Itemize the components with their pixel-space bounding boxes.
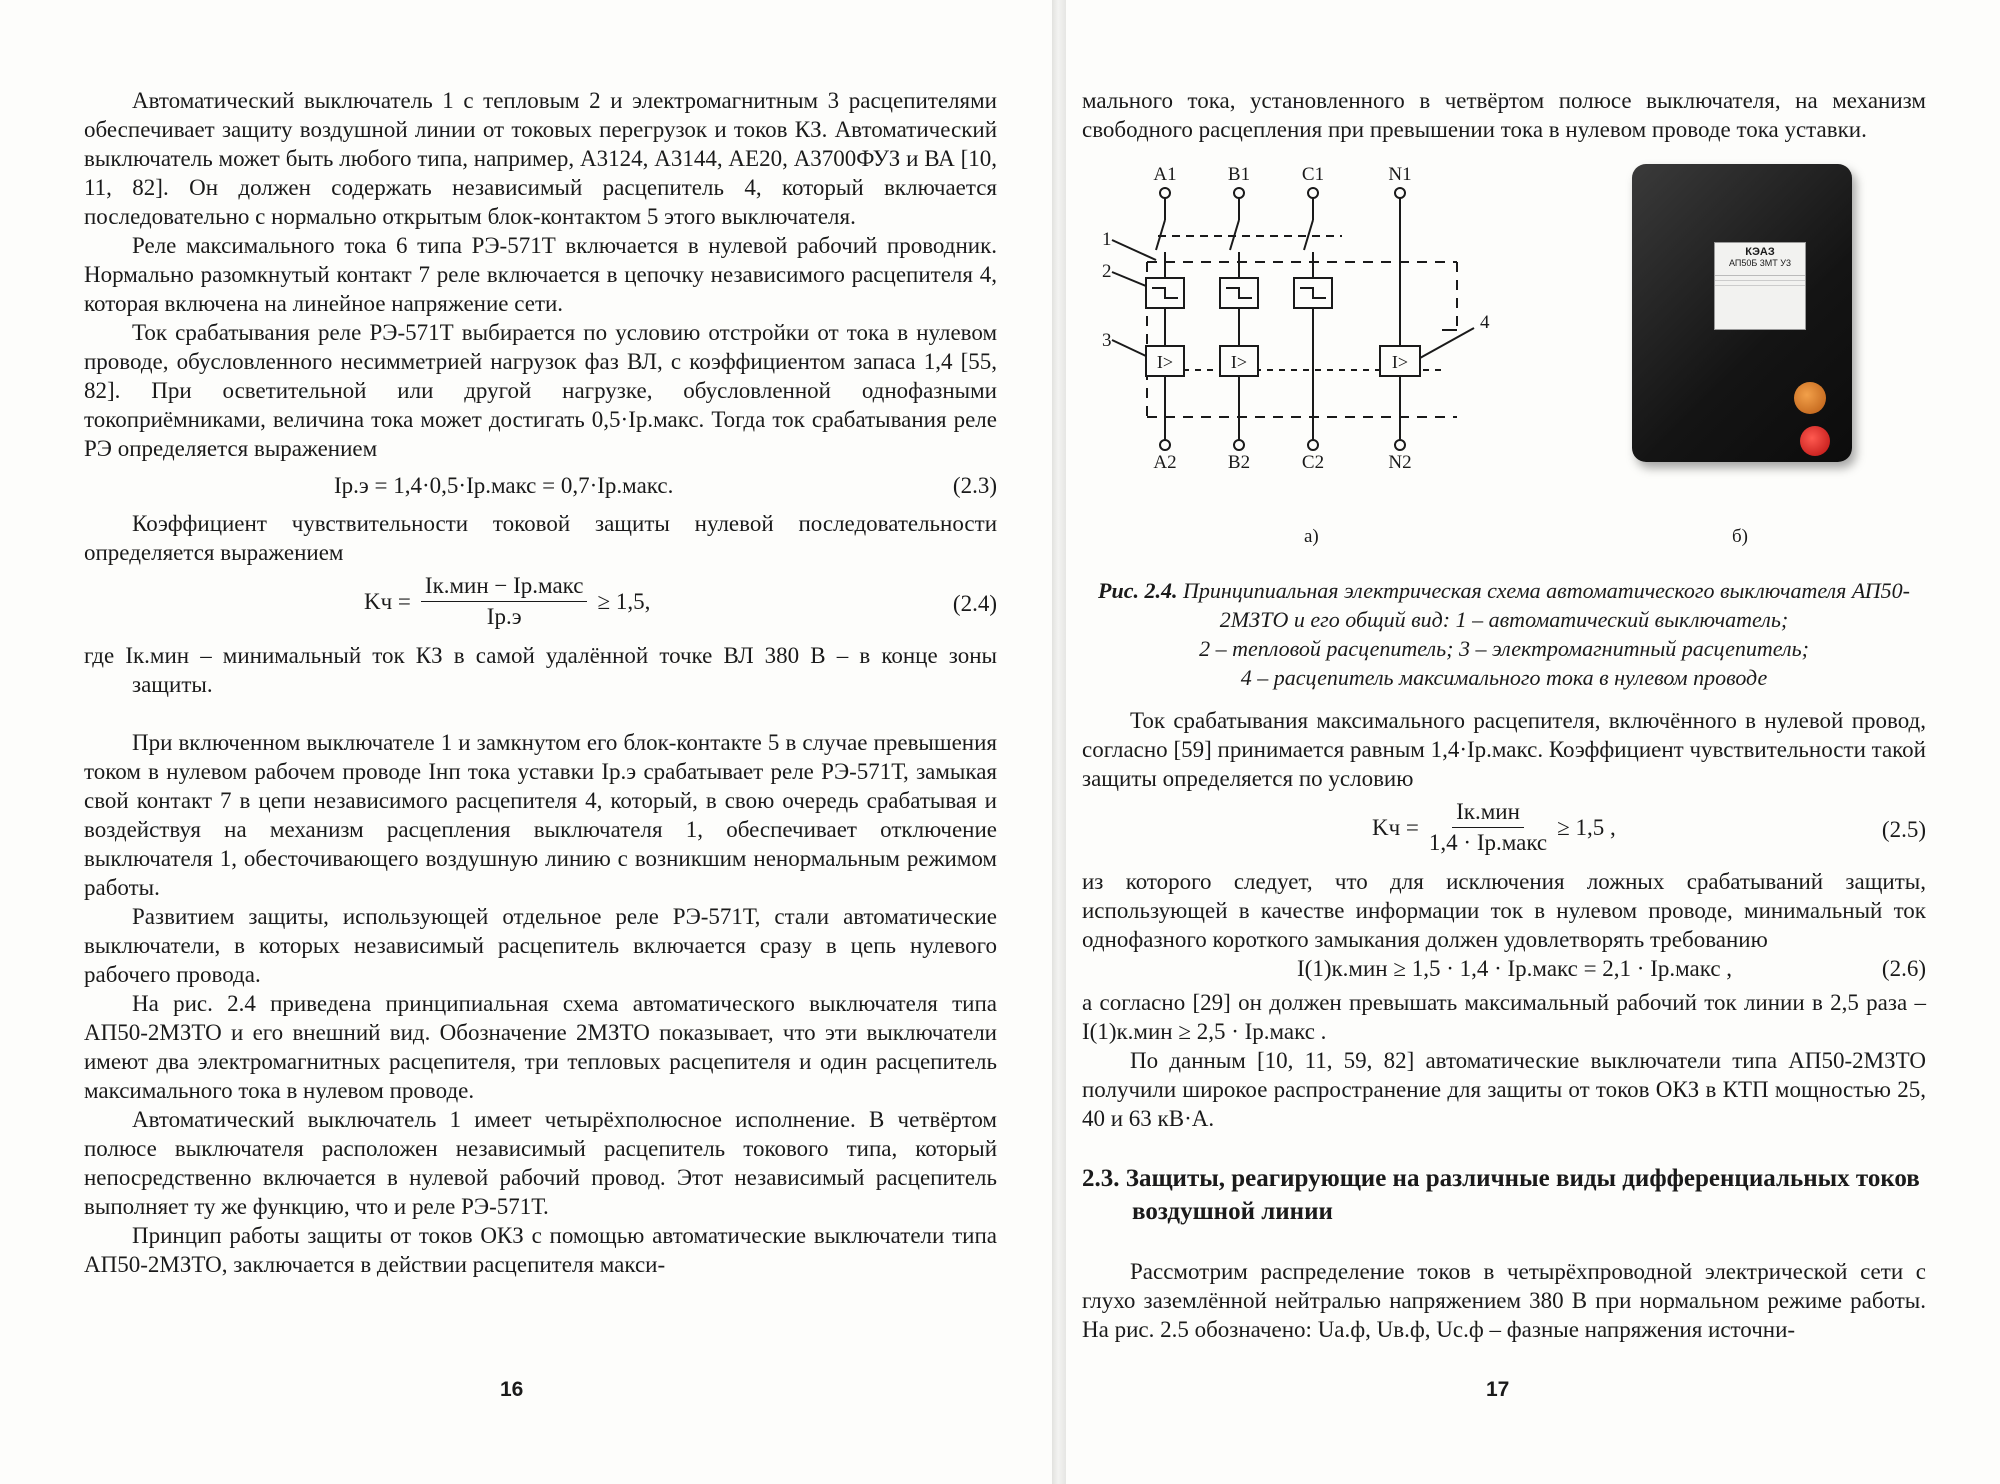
fraction-numerator: Iк.мин − Iр.макс [421,573,588,602]
paragraph: Рассмотрим распределение токов в четырёхпроводной электрической сети с глухо заземлённой нейтралью напряжением 380 В при нормальном режиме работы. На рис. 2.5 обозначено: Uа.ф, Uв.ф, Uс.ф – фазные напряжения источни- [1082,1259,1926,1342]
subfigure-label: б) [1732,526,1748,547]
caption-text: Принципиальная электрическая схема автоматического выключателя АП50-2МЗТО и его общий вид: 1 – автоматический выключатель; [1182,578,1910,632]
red-button [1800,426,1830,456]
relay-symbol: I> [1156,352,1174,372]
orange-button [1794,382,1826,414]
paragraph: По данным [10, 11, 59, 82] автоматические выключатели типа АП50-2МЗТО получили широкое распространение для защиты от токов ОКЗ в КТП мощностью 25, 40 и 63 кВ·А. [1082,1048,1926,1131]
figure-2-4 [1082,150,1926,574]
callout-label: 4 [1480,312,1490,333]
equation-rhs: ≥ 1,5, [597,588,651,614]
book-gutter [1052,0,1066,1484]
paragraph: где Iк.мин – минимальный ток КЗ в самой удалённой точке ВЛ 380 В – в конце зоны защиты. [84,643,997,697]
terminal-label: N1 [1388,164,1412,185]
equation-lhs: Kч = [364,588,411,614]
page-number: 17 [1486,1378,1510,1401]
callout-label: 1 [1102,229,1112,250]
equation-number: (2.6) [1881,956,1926,981]
paragraph: Автоматический выключатель 1 имеет четырёхполюсное исполнение. В четвёртом полюсе выключателя расположен независимый расцепитель токового типа, который непосредственно включается в нулевой рабочий провод. Этот независимый расцепитель выполняет ту же функцию, что и реле РЭ-571Т. [84,1107,997,1219]
paragraph: Принцип работы защиты от токов ОКЗ с помощью автоматические выключатели типа АП50-2МЗТО, заключается в действии расцепителя макси- [84,1223,997,1277]
fraction-denominator: 1,4 · Iр.макс [1428,830,1548,855]
fraction-denominator: Iр.э [486,604,522,629]
terminal-label: A1 [1153,164,1177,185]
paragraph: мального тока, установленного в четвёртом полюсе выключателя, на механизм свободного расцепления при превышении тока в нулевом проводе тока уставки. [1082,88,1926,142]
equation-2-5 [1082,793,1926,867]
paragraph: Коэффициент чувствительности токовой защиты нулевой последовательности определяется выражением [84,511,997,565]
fraction-numerator: Iк.мин [1452,799,1524,828]
caption-number: Рис. 2.4. [1098,578,1178,603]
equation-2-6 [1082,954,1926,988]
subfigure-label: а) [1304,526,1319,547]
relay-symbol: I> [1391,352,1409,372]
page-number: 16 [500,1378,524,1401]
callout-label: 3 [1102,330,1112,351]
paragraph: Развитием защиты, использующей отдельное реле РЭ-571Т, стали автоматические выключатели, в которых независимый расцепитель включается сразу в цепь нулевого рабочего провода. [84,904,997,987]
terminal-label: A2 [1153,452,1177,473]
equation-number: (2.4) [952,591,997,616]
equation-fraction [1429,799,1547,856]
equation-number: (2.3) [952,473,997,498]
paragraph: Реле максимального тока 6 типа РЭ-571Т включается в нулевой рабочий проводник. Нормально разомкнутый контакт 7 реле включается в цепочку независимого расцепителя 4, которая включена на линейное напряжение сети. [84,233,997,316]
figure-caption [1082,576,1926,692]
section-heading: 2.3. Защиты, реагирующие на различные виды дифференциальных токов воздушной линии [1082,1165,1920,1225]
equation-2-4 [84,567,997,641]
terminal-label: N2 [1388,452,1412,473]
paragraph: Ток срабатывания максимального расцепителя, включённого в нулевой провод, согласно [59] принимается равным 1,4·Iр.макс. Коэффициент чувствительности такой защиты определяется по условию [1082,708,1926,791]
equation-lhs: Kч = [1372,814,1419,840]
paragraph: Ток срабатывания реле РЭ-571Т выбирается по условию отстройки от тока в нулевом проводе, обусловленного несимметрией нагрузок фаз ВЛ, с коэффициентом запаса 1,4 [55, 82]. При осветительной или другой нагрузке, обусловленной однофазными токоприёмниками, величина тока может достигать 0,5·Iр.макс. Тогда ток срабатывания реле РЭ определяется выражением [84,320,997,461]
right-page [1066,0,2000,1484]
terminal-label: C2 [1301,452,1325,473]
paragraph: На рис. 2.4 приведена принципиальная схема автоматического выключателя типа АП50-2МЗТО и его внешний вид. Обозначение 2МЗТО показывает, что эти выключатели имеют два электромагнитных расцепителя, три тепловых расцепителя и один расцепитель максимального тока в нулевом проводе. [84,991,997,1103]
callout-label: 2 [1102,261,1112,282]
device-label: КЭАЗ АП50Б 3МТ У3 [1714,242,1806,330]
paragraph: Автоматический выключатель 1 с тепловым 2 и электромагнитным 3 расцепителями обеспечивает защиту воздушной линии от токовых перегрузок и токов КЗ. Автоматический выключатель может быть любого типа, например, А3124, А3144, АЕ20, А3700ФУЗ и ВА [10, 11, 82]. Он должен содержать независимый расцепитель 4, который включается последовательно с нормально открытым блок-контактом 5 этого выключателя. [84,88,997,229]
paragraph: При включенном выключателе 1 и замкнутом его блок-контакте 5 в случае превышения током в нулевом рабочем проводе Iнп тока уставки Iр.э срабатывает реле РЭ-571Т, замыкая свой контакт 7 в цепи независимого расцепителя 4, который, в свою очередь срабатывая и воздействуя на механизм расцепления выключателя 1, обеспечивает отключение выключателя 1, обесточивающего воздушную линию с возникшим ненормальным режимом работы. [84,730,997,900]
relay-symbol: I> [1230,352,1248,372]
equation-expression: I(1)к.мин ≥ 1,5 · 1,4 · Iр.макс = 2,1 · Iр.макс , [1297,956,1733,981]
caption-text: 2 – тепловой расцепитель; 3 – электромагнитный расцепитель; [1199,636,1809,661]
equation-number: (2.5) [1881,817,1926,842]
caption-text: 4 – расцепитель максимального тока в нулевом проводе [1240,665,1768,690]
paragraph: из которого следует, что для исключения ложных срабатываний защиты, использующей в качестве информации ток в нулевом проводе, минимальный ток однофазного короткого замыкания должен удовлетворять требованию [1082,869,1926,952]
terminal-label: B1 [1227,164,1251,185]
equation-expression: Iр.э = 1,4·0,5·Iр.макс = 0,7·Iр.макс. [334,473,674,498]
terminal-label: C1 [1301,164,1325,185]
terminal-label: B2 [1227,452,1251,473]
equation-fraction [421,573,588,630]
breaker-photo [1632,164,1852,462]
equation-rhs: ≥ 1,5 , [1557,814,1616,840]
equation-2-3 [84,463,997,509]
paragraph: а согласно [29] он должен превышать максимальный рабочий ток линии в 2,5 раза – I(1)к.мин ≥ 2,5 · Iр.макс . [1082,990,1926,1044]
